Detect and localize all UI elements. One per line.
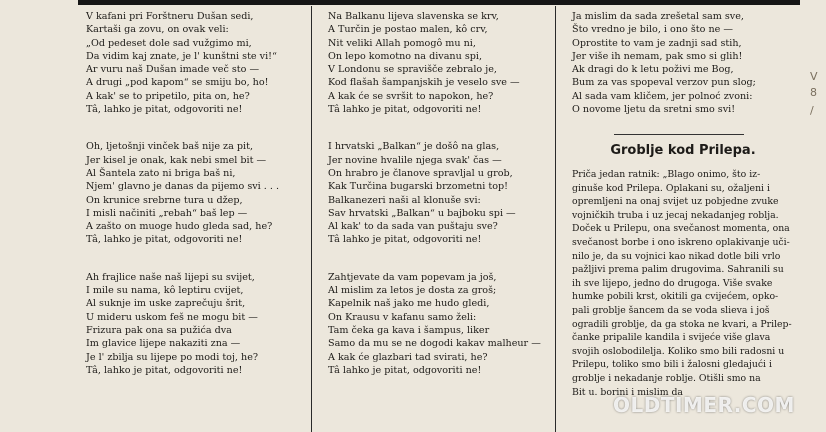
column-divider <box>311 6 312 432</box>
poem-line: Kapelnik naš jako me hudo gledi, <box>328 298 490 310</box>
poem-line: Tâ, lahko je pitat, odgovoriti ne! <box>86 364 243 376</box>
poem-line: Oprostite to vam je zadnji sad stih, <box>572 37 742 49</box>
poem-line: I mile su nama, kô leptiru cvijet, <box>86 285 244 297</box>
poem-line: Ah frajlice naše naš lijepi su svijet, <box>86 271 255 283</box>
poem-line: Kartaši ga zovu, on ovak veli: <box>86 24 229 36</box>
article-body <box>572 168 794 399</box>
poem-column-1 <box>86 10 298 401</box>
poem-line: Kak Turčina bugarski brzometni top! <box>328 181 509 193</box>
poem-line: Bum za vas spopeval verzov pun slog; <box>572 77 756 89</box>
article-line: groblje i nekadanje roblje. Otišli smo na <box>572 372 761 384</box>
article-line: vojničkih truba i uz jecaj nekadanjeg roblja. <box>572 209 779 221</box>
margin-handwriting: V <box>810 70 818 83</box>
poem-stanza <box>86 271 298 377</box>
article-line: Doček u Prilepu, ona svečanost momenta, ona <box>572 223 790 235</box>
article-line: humke pobili krst, okitili ga cvijećem, opko- <box>572 291 779 303</box>
poem-stanza <box>328 140 542 246</box>
poem-line: Balkanezeri naši al klonuše svi: <box>328 194 481 206</box>
poem-line: Jer novine hvalile njega svak' čas — <box>328 154 502 166</box>
article-line: ih sve lijepo, jedno do drugoga. Više svake <box>572 277 773 289</box>
article-line: pali groblje šancem da se voda slieva i još <box>572 304 770 316</box>
poem-stanza <box>572 10 794 116</box>
poem-line: Da vidim kaj znate, je l' kunštni ste vi!“ <box>86 50 277 62</box>
poem-line: Im glavice lijepe nakaziti zna — <box>86 338 241 350</box>
poem-line: Kod flašah šampanjskih je veselo sve — <box>328 77 520 89</box>
poem-line: Tâ lahko je pitat, odgovoriti ne! <box>328 104 482 116</box>
poem-line: On lepo komotno na divanu spi, <box>328 50 483 62</box>
article-title: Groblje kod Prilepa. <box>610 143 756 158</box>
poem-line: Zahtjevate da vam popevam ja još, <box>328 271 497 283</box>
poem-line: Nit veliki Allah pomogô mu ni, <box>328 37 476 49</box>
poem-line: Tâ, lahko je pitat, odgovoriti ne! <box>86 104 243 116</box>
article-line: ginuše kod Prilepa. Oplakani su, ožaljeni i <box>572 182 770 194</box>
article-line: pažljivi prema palim drugovima. Sahranili su <box>572 264 784 276</box>
poem-line: Al Šantela zato ni briga baš ni, <box>86 167 236 179</box>
poem-line: Što vredno je bilo, i ono što ne — <box>572 24 733 36</box>
margin-handwriting: / <box>810 104 814 117</box>
poem-line: A drugi „pod kapom“ se smiju bo, ho! <box>86 77 269 89</box>
watermark: OLDTIMER.COM <box>613 393 795 417</box>
poem-line: Al suknje im uske zaprečuju šrit, <box>86 298 246 310</box>
poem-line: Je l' zbilja su lijepe po modi toj, he? <box>86 351 259 363</box>
section-divider <box>614 134 744 135</box>
poem-line: A kak će se svršit to napokon, he? <box>328 90 494 102</box>
poem-line: On hrabro je članove spravljal u grob, <box>328 167 513 179</box>
article-line: svečanost borbe i ono iskreno oplakivanje uči- <box>572 236 790 248</box>
poem-line: I hrvatski „Balkan“ je došô na glas, <box>328 141 500 153</box>
poem-line: V kafani pri Forštneru Dušan sedi, <box>86 11 254 22</box>
poem-column-2 <box>328 10 542 401</box>
poem-line: Al mislim za letos je dosta za groš; <box>328 285 497 297</box>
article-line: ogradili groblje, da ga stoka ne kvari, a Prilep- <box>572 318 792 330</box>
poem-line: „Od pedeset dole sad vužgimo mi, <box>86 37 252 49</box>
poem-line: Tam čeka ga kava i šampus, liker <box>328 324 490 336</box>
poem-line: O novome ljetu da sretni smo svi! <box>572 104 736 116</box>
column-divider <box>555 6 556 432</box>
poem-stanza <box>328 10 542 116</box>
poem-line: Tâ lahko je pitat, odgovoriti ne! <box>328 364 482 376</box>
poem-line: Jer više ih nemam, pak smo si glih! <box>572 50 743 62</box>
poem-stanza <box>86 10 298 116</box>
poem-line: Tâ lahko je pitat, odgovoriti ne! <box>328 234 482 246</box>
poem-line: Ak dragi do k letu poživi me Bog, <box>572 64 734 76</box>
poem-line: Samo da mu se ne dogodi kakav malheur — <box>328 338 541 350</box>
article-line: Bit u. borini i mislim da <box>572 386 683 398</box>
poem-column-3 <box>572 10 794 140</box>
poem-line: On krunice srebrne tura u džep, <box>86 194 243 206</box>
top-border-rule <box>78 0 800 5</box>
poem-stanza <box>328 271 542 377</box>
poem-line: Na Balkanu lijeva slavenska se krv, <box>328 11 499 22</box>
poem-line: Sav hrvatski „Balkan“ u bajboku spi — <box>328 207 516 219</box>
poem-line: Tâ, lahko je pitat, odgovoriti ne! <box>86 234 243 246</box>
poem-line: Ja mislim da sada zrešetal sam sve, <box>572 11 744 22</box>
poem-line: Oh, ljetošnji vinček baš nije za pit, <box>86 141 253 153</box>
article-line: Prilepu, toliko smo bili i žalosni gledajući i <box>572 359 772 371</box>
poem-line: Njem' glavno je danas da pijemo svi . . . <box>86 181 280 193</box>
poem-line: Frizura pak ona sa pužića dva <box>86 324 232 336</box>
poem-line: Al kak' to da sada van puštaju sve? <box>328 221 498 233</box>
poem-line: Al sada vam kličem, jer polnoć zvoni: <box>572 90 753 102</box>
article-line: opremljeni na onaj svijet uz pobjedne zvuke <box>572 196 779 208</box>
poem-line: A kak' se to pripetilo, pita on, he? <box>86 90 250 102</box>
poem-line: U mideru uskom feš ne mogu bit — <box>86 311 258 323</box>
poem-line: A kak će glazbari tad svirati, he? <box>328 351 488 363</box>
poem-line: A zašto on muoge hudo gleda sad, he? <box>86 221 273 233</box>
article-line: nilo je, da su vojnici kao nikad dotle bili vrlo <box>572 250 781 262</box>
article-line: svojih oslobodilelja. Koliko smo bili radosni u <box>572 345 785 357</box>
poem-line: Ar vuru naš Dušan imade več sto — <box>86 64 260 76</box>
poem-stanza <box>86 140 298 246</box>
poem-line: V Londonu se spravišče zebralo je, <box>328 64 497 76</box>
article-line: čanke pripalile kandila i svijeće više glava <box>572 332 771 344</box>
poem-line: On Krausu v kafanu samo želi: <box>328 311 477 323</box>
poem-line: Jer kisel je onak, kak nebi smel bit — <box>86 154 267 166</box>
article-line: Priča jedan ratnik: „Blago onimo, što iz- <box>572 169 761 180</box>
poem-line: A Turčin je postao malen, kô crv, <box>328 24 488 36</box>
poem-line: I misli načiniti „rebah“ baš lep — <box>86 207 248 219</box>
margin-handwriting: 8 <box>810 86 817 99</box>
